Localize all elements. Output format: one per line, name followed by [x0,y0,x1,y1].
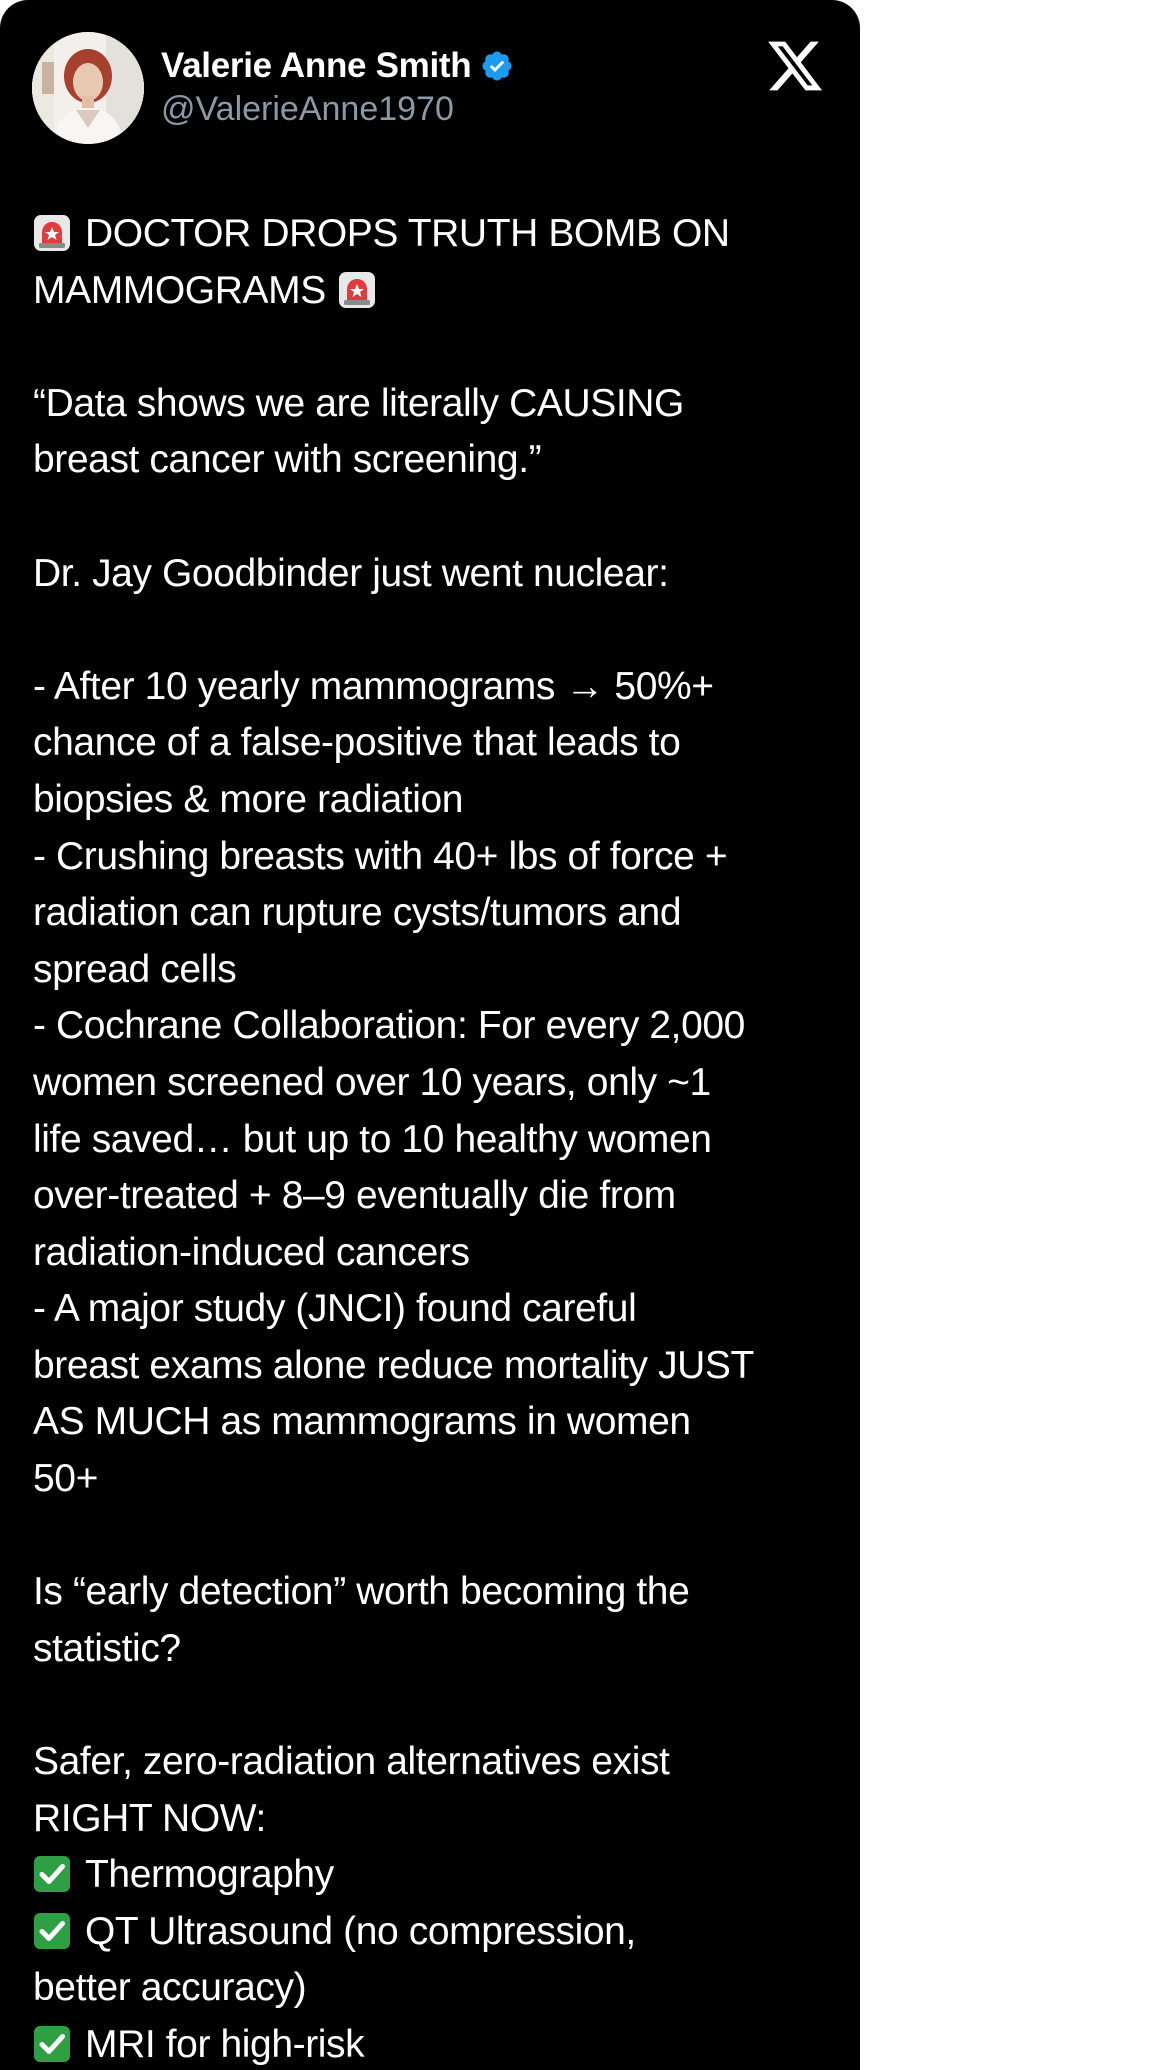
check-mark-button-emoji [33,2023,71,2061]
alternative-1 [33,1847,843,1904]
tweet-text [33,206,843,2070]
bullet-1-line-2: chance of a false-positive that leads to [33,721,681,765]
headline-line-2 [33,263,843,320]
quote-line-1: “Data shows we are literally CAUSING [33,381,684,425]
author-display-name[interactable]: Valerie Anne Smith [161,46,472,85]
bullet-3-line-2: women screened over 10 years, only ~1 [33,1060,711,1104]
verified-badge-icon [480,49,514,83]
alternative-3 [33,2017,843,2070]
intro-line: Dr. Jay Goodbinder just went nuclear: [33,551,669,595]
quote-line-2: breast cancer with screening.” [33,438,542,482]
alternatives-intro-line-1: Safer, zero-radiation alternatives exist [33,1740,670,1784]
bullet-3-line-4: over-treated + 8–9 eventually die from [33,1174,676,1218]
police-light-emoji [33,212,71,250]
alternative-2 [33,1904,843,1961]
check-mark-button-emoji [33,1910,71,1948]
author-name-row[interactable] [161,44,514,88]
bullet-4-line-2: breast exams alone reduce mortality JUST [33,1343,754,1387]
bullet-2-line-2: radiation can rupture cysts/tumors and [33,891,682,935]
bullet-2-line-3: spread cells [33,947,237,991]
bullet-3-line-1: - Cochrane Collaboration: For every 2,000 [33,1004,745,1048]
headline-text-2: MAMMOGRAMS [33,268,326,312]
avatar-image [32,32,144,144]
check-mark-button-emoji [33,1853,71,1891]
bullet-1-line-3: biopsies & more radiation [33,777,464,821]
alternative-1-text: Thermography [85,1853,334,1897]
bullet-4-line-1: - A major study (JNCI) found careful [33,1287,637,1331]
police-light-emoji [338,269,376,307]
alternatives-intro-line-2: RIGHT NOW: [33,1796,266,1840]
bullet-3-line-3: life saved… but up to 10 healthy women [33,1117,712,1161]
headline-line [33,206,843,263]
alternative-3-text: MRI for high-risk [85,2023,365,2066]
bullet-4-line-4: 50+ [33,1457,98,1501]
bullet-2-line-1: - Crushing breasts with 40+ lbs of force + [33,834,728,878]
x-logo-icon[interactable] [764,36,826,96]
author-handle[interactable]: @ValerieAnne1970 [161,90,454,128]
bullet-4-line-3: AS MUCH as mammograms in women [33,1400,691,1444]
bullet-3-line-5: radiation-induced cancers [33,1230,470,1274]
headline-text-1: DOCTOR DROPS TRUTH BOMB ON [85,212,730,255]
question-line-2: statistic? [33,1626,181,1670]
bullet-1-line-1: - After 10 yearly mammograms → 50%+ [33,664,714,708]
avatar[interactable] [32,32,144,144]
question-line-1: Is “early detection” worth becoming the [33,1570,690,1614]
alternative-2-text: QT Ultrasound (no compression, [85,1909,636,1953]
alternative-2-line-2: better accuracy) [33,1966,307,2010]
